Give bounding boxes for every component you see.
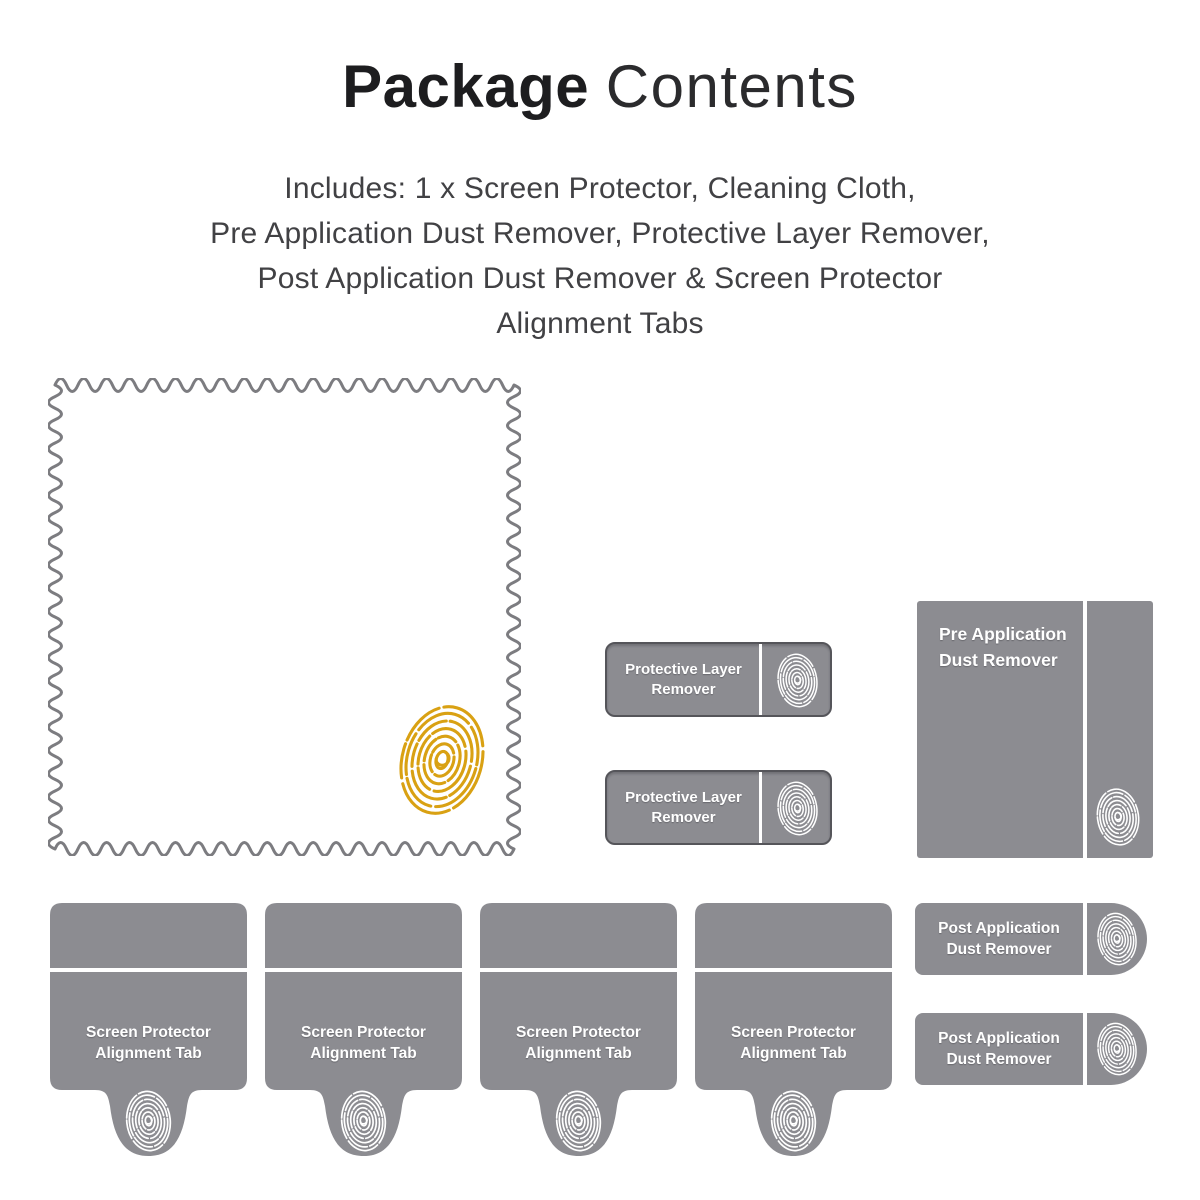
divider [50,968,247,972]
subtitle-line-2: Pre Application Dust Remover, Protective Layer Remover, [210,217,990,250]
fingerprint-icon [1089,781,1148,853]
fingerprint-icon [1090,1016,1144,1082]
divider [480,968,677,972]
fingerprint-icon [770,775,825,842]
fingerprint-icon [334,1084,394,1157]
protective-layer-remover-1 [605,642,832,717]
pre-application-dust-remover [917,601,1153,858]
screen-protector-alignment-tab-3 [480,903,677,1161]
screen-protector-alignment-tab-2 [265,903,462,1161]
item-label: Protective Layer Remover [625,660,742,698]
post-application-dust-remover-2 [915,1013,1147,1085]
page-title [0,52,1200,122]
fingerprint-icon [119,1084,179,1157]
divider [1083,903,1087,975]
item-label: Pre Application Dust Remover [939,624,1067,670]
fingerprint-icon [764,1084,824,1157]
fingerprint-icon [1090,906,1144,972]
title-word-light: Contents [605,53,858,120]
screen-protector-alignment-tab-4 [695,903,892,1161]
divider [695,968,892,972]
item-label: Post Application Dust Remover [938,920,1060,958]
item-label: Post Application Dust Remover [938,1030,1060,1068]
divider [1083,1013,1087,1085]
fingerprint-icon [770,647,825,714]
item-label: Screen Protector Alignment Tab [86,1024,211,1062]
package-contents-description [0,166,1200,346]
item-label: Screen Protector Alignment Tab [731,1024,856,1062]
item-label: Screen Protector Alignment Tab [301,1024,426,1062]
item-label: Screen Protector Alignment Tab [516,1024,641,1062]
subtitle-line-3: Post Application Dust Remover & Screen Protector [257,262,943,295]
cleaning-cloth [48,378,521,856]
divider [759,644,762,715]
post-application-dust-remover-1 [915,903,1147,975]
fingerprint-icon [549,1084,609,1157]
subtitle-line-4: Alignment Tabs [496,307,704,340]
protective-layer-remover-2 [605,770,832,845]
title-word-bold: Package [342,53,590,120]
divider [1083,601,1087,858]
screen-protector-alignment-tab-1 [50,903,247,1161]
divider [759,772,762,843]
divider [265,968,462,972]
item-label: Protective Layer Remover [625,788,742,826]
subtitle-line-1: Includes: 1 x Screen Protector, Cleaning Cloth, [284,172,916,205]
